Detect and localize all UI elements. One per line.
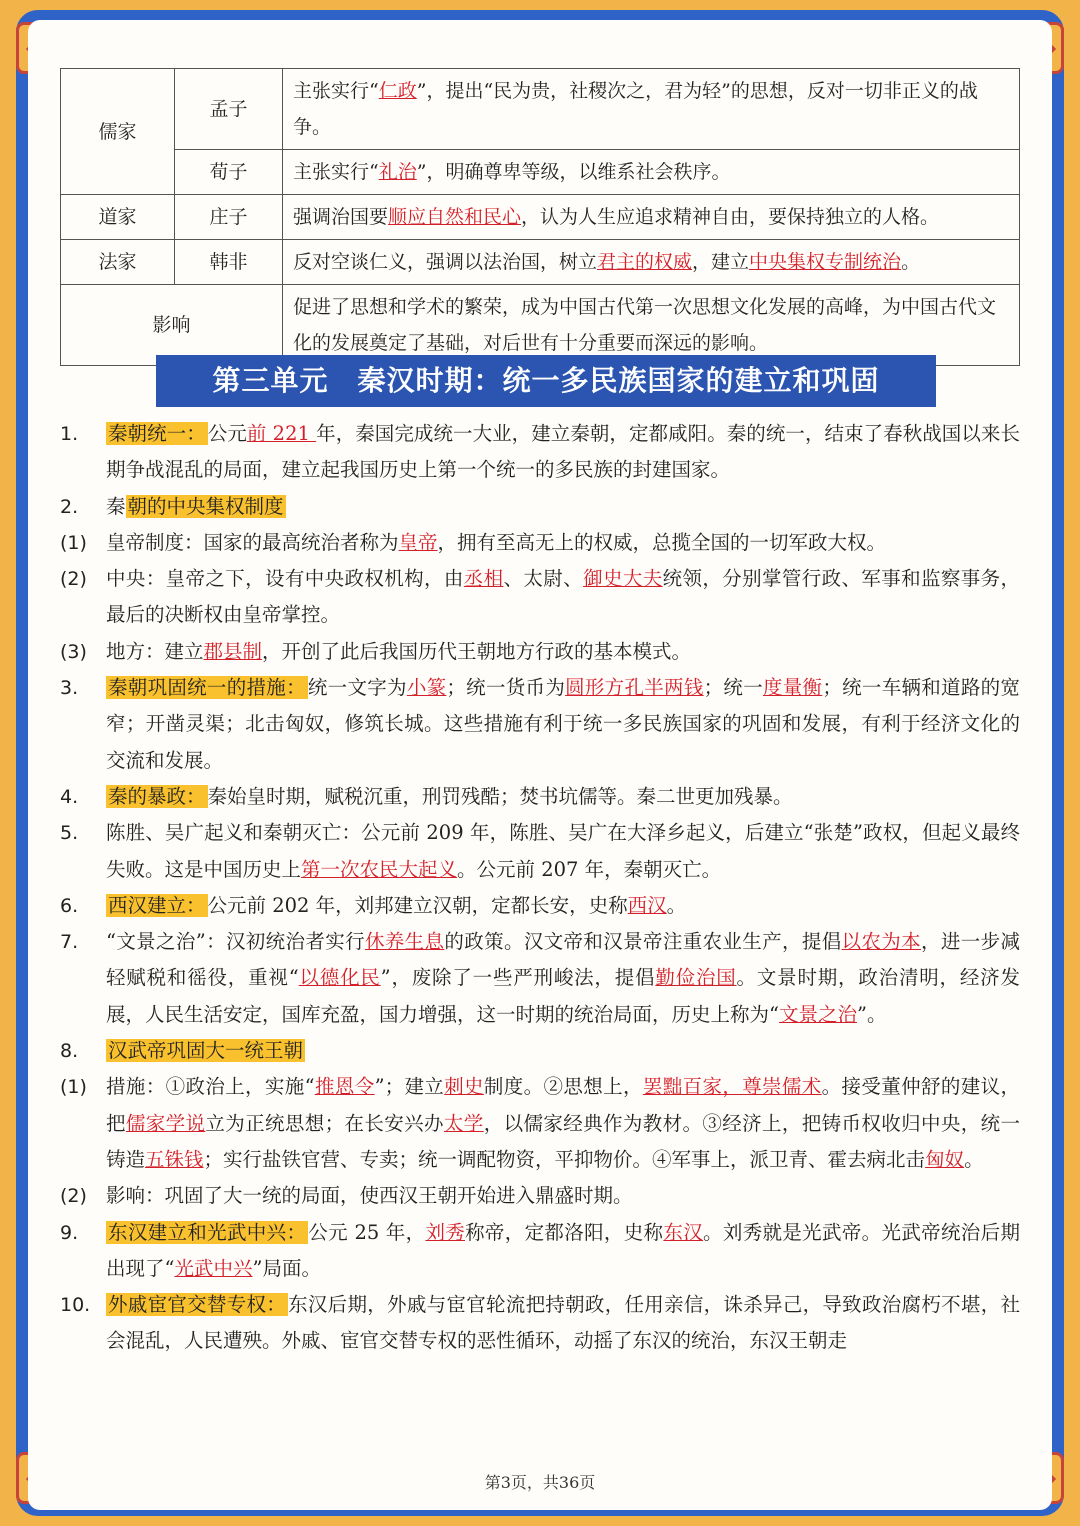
- person-cell: 孟子: [175, 69, 283, 150]
- page-number: 第3页，共36页: [484, 1473, 596, 1492]
- list-item: (2) 影响：巩固了大一统的局面，使西汉王朝开始进入鼎盛时期。: [60, 1184, 633, 1208]
- document-page: [28, 20, 1052, 1510]
- table-row: [61, 285, 1020, 366]
- list-item: (1) 皇帝制度：国家的最高统治者称为皇帝，拥有至高无上的权威，总揽全国的一切军政大权。: [60, 530, 887, 554]
- content-list: [60, 416, 1020, 1360]
- list-item: (1) 措施：①政治上，实施“推恩令”；建立刺史制度。②思想上，罢黜百家，尊崇儒术。接受董仲舒的建议，把儒家学说立为正统思想；在长安兴办太学，以儒家经典作为教材。③经济上，把铸币权收归中央，统一铸造五铢钱；实行盐铁官营、专卖；统一调配物资，平抑物价。④军事上，派卫青、霍去病北击匈奴。: [60, 1075, 1020, 1171]
- table-row: [61, 240, 1020, 285]
- table-row: [61, 150, 1020, 195]
- idea-cell: 主张实行“仁政”，提出“民为贵，社稷次之，君为轻”的思想，反对一切非正义的战争。: [283, 69, 1020, 150]
- list-item: 3. 秦朝巩固统一的措施： 统一文字为小篆；统一货币为圆形方孔半两钱；统一度量衡；统一车辆和道路的宽窄；开凿灵渠；北击匈奴，修筑长城。这些措施有利于统一多民族国家的巩固和发展，有利于经济文化的交流和发展。: [60, 676, 1020, 772]
- person-cell: 庄子: [175, 195, 283, 240]
- impact-label: 影响: [61, 285, 283, 366]
- idea-cell: 强调治国要顺应自然和民心，认为人生应追求精神自由，要保持独立的人格。: [283, 195, 1020, 240]
- list-item: 4. 秦的暴政： 秦始皇时期，赋税沉重，刑罚残酷；焚书坑儒等。秦二世更加残暴。: [60, 784, 793, 808]
- list-item: (2) 中央：皇帝之下，设有中央政权机构，由丞相、太尉、御史大夫统领，分别掌管行政、军事和监察事务，最后的决断权由皇帝掌控。: [60, 567, 1020, 627]
- person-cell: 韩非: [175, 240, 283, 285]
- idea-cell: 反对空谈仁义，强调以法治国，树立君主的权威，建立中央集权专制统治。: [283, 240, 1020, 285]
- school-cell: 儒家: [61, 69, 175, 195]
- list-item: 10. 外戚宦官交替专权： 东汉后期，外戚与宦官轮流把持朝政，任用亲信，诛杀异己，导致政治腐朽不堪，社会混乱，人民遭殃。外戚、宦官交替专权的恶性循环，动摇了东汉的统治，东汉王朝走: [60, 1293, 1020, 1353]
- school-cell: 法家: [61, 240, 175, 285]
- list-item: 7. “文景之治”：汉初统治者实行休养生息的政策。汉文帝和汉景帝注重农业生产，提倡以农为本，进一步减轻赋税和徭役，重视“以德化民”，废除了一些严刑峻法，提倡勤俭治国。文景时期，政治清明，经济发展，人民生活安定，国库充盈，国力增强，这一时期的统治局面，历史上称为“文景之治”。: [60, 930, 1020, 1026]
- list-item: 6. 西汉建立： 公元前 202 年，刘邦建立汉朝，定都长安，史称西汉。: [60, 893, 687, 917]
- philosophy-table: [60, 68, 1020, 366]
- list-item: 2. 秦 朝的中央集权制度: [60, 494, 284, 518]
- idea-cell: 主张实行“礼治”，明确尊卑等级，以维系社会秩序。: [283, 150, 1020, 195]
- list-item: 5. 陈胜、吴广起义和秦朝灭亡：公元前 209 年，陈胜、吴广在大泽乡起义，后建立“张楚”政权，但起义最终失败。这是中国历史上第一次农民大起义。公元前 207 年，秦朝灭亡。: [60, 821, 1020, 881]
- unit-title-banner: 第三单元 秦汉时期：统一多民族国家的建立和巩固: [156, 355, 936, 407]
- list-item: 1. 秦朝统一： 公元前 221 年，秦国完成统一大业，建立秦朝，定都咸阳。秦的统一，结束了春秋战国以来长期争战混乱的局面，建立起我国历史上第一个统一的多民族的封建国家。: [60, 422, 1020, 482]
- person-cell: 荀子: [175, 150, 283, 195]
- list-item: 8. 汉武帝巩固大一统王朝: [60, 1039, 304, 1063]
- table-row: [61, 195, 1020, 240]
- school-cell: 道家: [61, 195, 175, 240]
- impact-text: 促进了思想和学术的繁荣，成为中国古代第一次思想文化发展的高峰，为中国古代文化的发展奠定了基础，对后世有十分重要而深远的影响。: [283, 285, 1020, 366]
- table-row: [61, 69, 1020, 150]
- list-item: 9. 东汉建立和光武中兴： 公元 25 年，刘秀称帝，定都洛阳，史称东汉。刘秀就是光武帝。光武帝统治后期出现了“光武中兴”局面。: [60, 1220, 1020, 1280]
- list-item: (3) 地方：建立郡县制，开创了此后我国历代王朝地方行政的基本模式。: [60, 639, 692, 663]
